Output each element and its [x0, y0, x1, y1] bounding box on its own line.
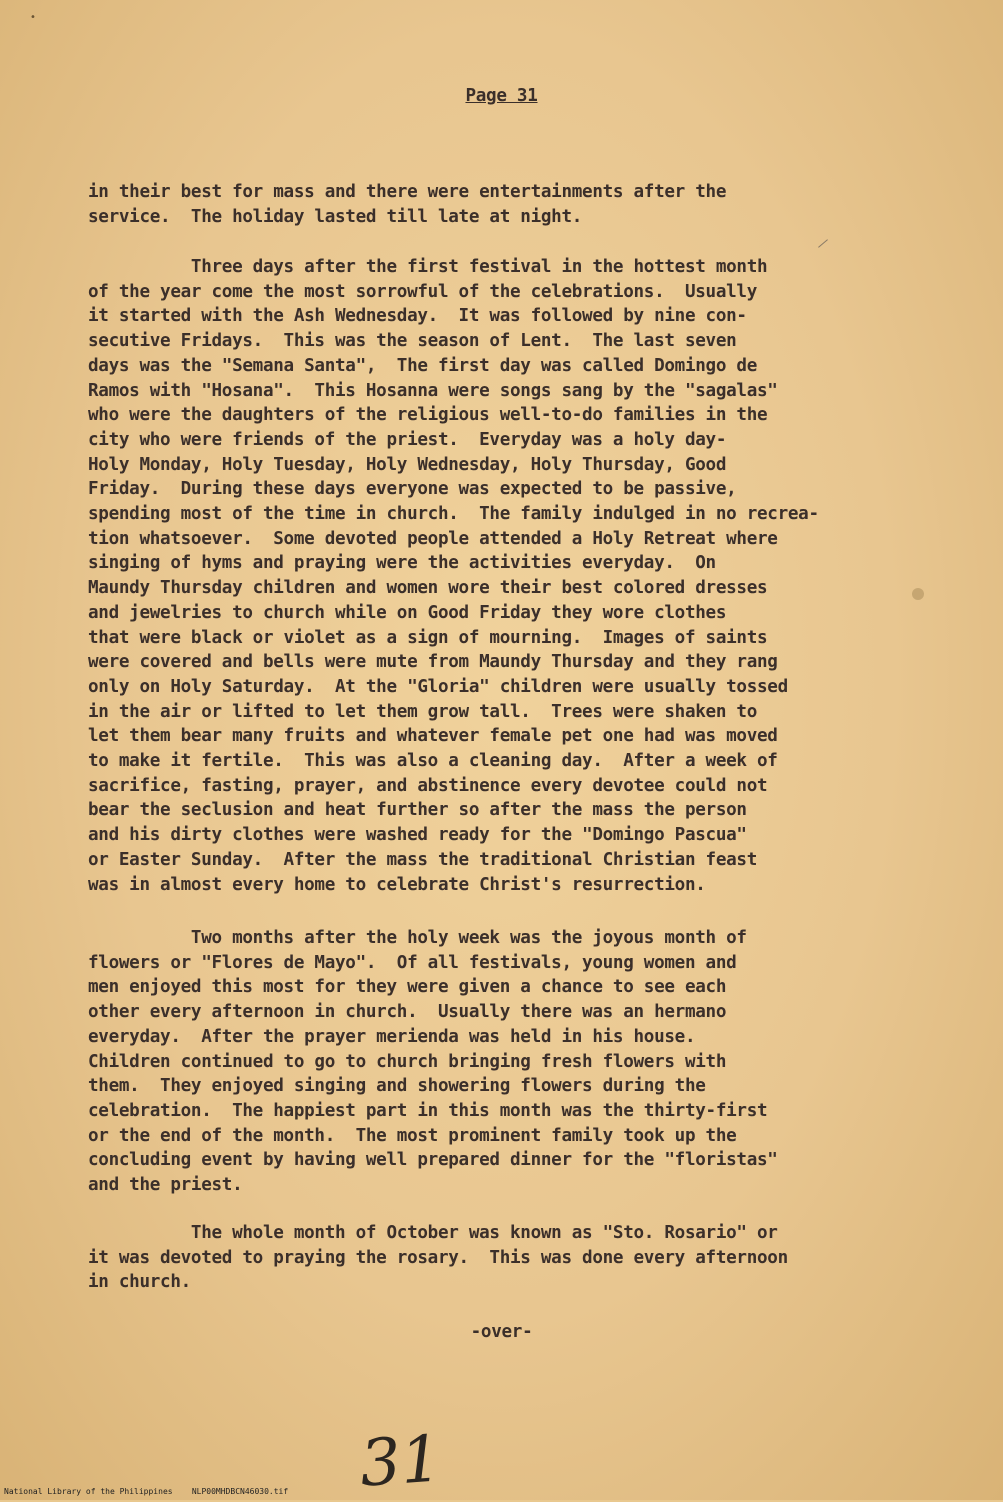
text-line: The whole month of October was known as "Sto. Rosario" or — [88, 1223, 778, 1243]
text-line: Two months after the holy week was the joyous month of — [88, 928, 747, 948]
handwritten-page-number: 31 — [357, 1422, 444, 1502]
text-line: flowers or "Flores de Mayo". Of all festivals, young women and — [88, 952, 737, 973]
footer-file-id: NLP00MHDBCN46030.tif — [191, 1487, 289, 1496]
text-line: it was devoted to praying the rosary. This was done every afternoon — [88, 1247, 788, 1268]
text-line: days was the "Semana Santa", The first day was called Domingo de — [88, 355, 758, 376]
text-line: Friday. During these days everyone was expected to be passive, — [88, 479, 737, 500]
text-line: of the year come the most sorrowful of the celebrations. Usually — [88, 281, 758, 302]
paragraph-2 — [88, 255, 968, 897]
text-line: tion whatsoever. Some devoted people attended a Holy Retreat where — [88, 528, 778, 549]
text-line: Three days after the first festival in the hottest month — [88, 257, 768, 277]
paragraph-3 — [88, 926, 968, 1198]
continuation-mark: -over- — [470, 1322, 533, 1342]
text-line: concluding event by having well prepared dinner for the "floristas" — [88, 1150, 778, 1171]
text-line: that were black or violet as a sign of mourning. Images of saints — [88, 627, 768, 648]
text-line: singing of hyms and praying were the activities everyday. On — [88, 553, 716, 574]
text-line: other every afternoon in church. Usually there was an hermano — [88, 1002, 727, 1023]
text-line: them. They enjoyed singing and showering flowers during the — [88, 1076, 706, 1097]
corner-mark: • — [30, 12, 36, 23]
text-line: Maundy Thursday children and women wore their best colored dresses — [88, 578, 768, 599]
text-line: in the air or lifted to let them grow tall. Trees were shaken to — [88, 701, 758, 722]
text-line: city who were friends of the priest. Everyday was a holy day- — [88, 429, 727, 450]
text-line: spending most of the time in church. The family indulged in no recrea- — [88, 504, 819, 525]
pencil-tick-mark — [818, 239, 828, 247]
text-line: celebration. The happiest part in this month was the thirty-first — [88, 1100, 768, 1121]
text-line: only on Holy Saturday. At the "Gloria" children were usually tossed — [88, 676, 788, 697]
text-line: in their best for mass and there were entertainments after the — [88, 182, 727, 202]
paragraph-1 — [88, 180, 968, 229]
paragraph-4 — [88, 1221, 968, 1295]
text-line: everyday. After the prayer merienda was held in his house. — [88, 1026, 696, 1047]
text-line: sacrifice, fasting, prayer, and abstinence every devotee could not — [88, 775, 768, 796]
footer-institution: National Library of the Philippines — [4, 1487, 173, 1496]
text-line: and his dirty clothes were washed ready for the "Domingo Pascua" — [88, 825, 747, 846]
text-line: to make it fertile. This was also a cleaning day. After a week of — [88, 751, 778, 772]
text-line: in church. — [88, 1272, 191, 1293]
text-line: was in almost every home to celebrate Christ's resurrection. — [88, 874, 706, 895]
text-line: bear the seclusion and heat further so after the mass the person — [88, 800, 747, 821]
text-line: who were the daughters of the religious well-to-do families in the — [88, 405, 768, 426]
text-line: secutive Fridays. This was the season of Lent. The last seven — [88, 331, 737, 352]
text-line: were covered and bells were mute from Maundy Thursday and they rang — [88, 652, 778, 673]
text-line: it started with the Ash Wednesday. It was followed by nine con- — [88, 306, 747, 327]
text-line: men enjoyed this most for they were given a chance to see each — [88, 977, 727, 998]
text-line: Ramos with "Hosana". This Hosanna were songs sang by the "sagalas" — [88, 380, 778, 401]
text-line: service. The holiday lasted till late at night. — [88, 206, 583, 227]
text-line: or the end of the month. The most prominent family took up the — [88, 1125, 737, 1146]
text-line: Children continued to go to church bringing fresh flowers with — [88, 1051, 727, 1072]
text-line: let them bear many fruits and whatever female pet one had was moved — [88, 726, 778, 747]
text-line: Holy Monday, Holy Tuesday, Holy Wednesday, Holy Thursday, Good — [88, 454, 727, 475]
text-line: or Easter Sunday. After the mass the traditional Christian feast — [88, 849, 758, 870]
text-line: and jewelries to church while on Good Friday they wore clothes — [88, 602, 727, 623]
page-title: Page 31 — [465, 86, 538, 106]
text-line: and the priest. — [88, 1175, 243, 1196]
archive-footer — [4, 1487, 288, 1496]
